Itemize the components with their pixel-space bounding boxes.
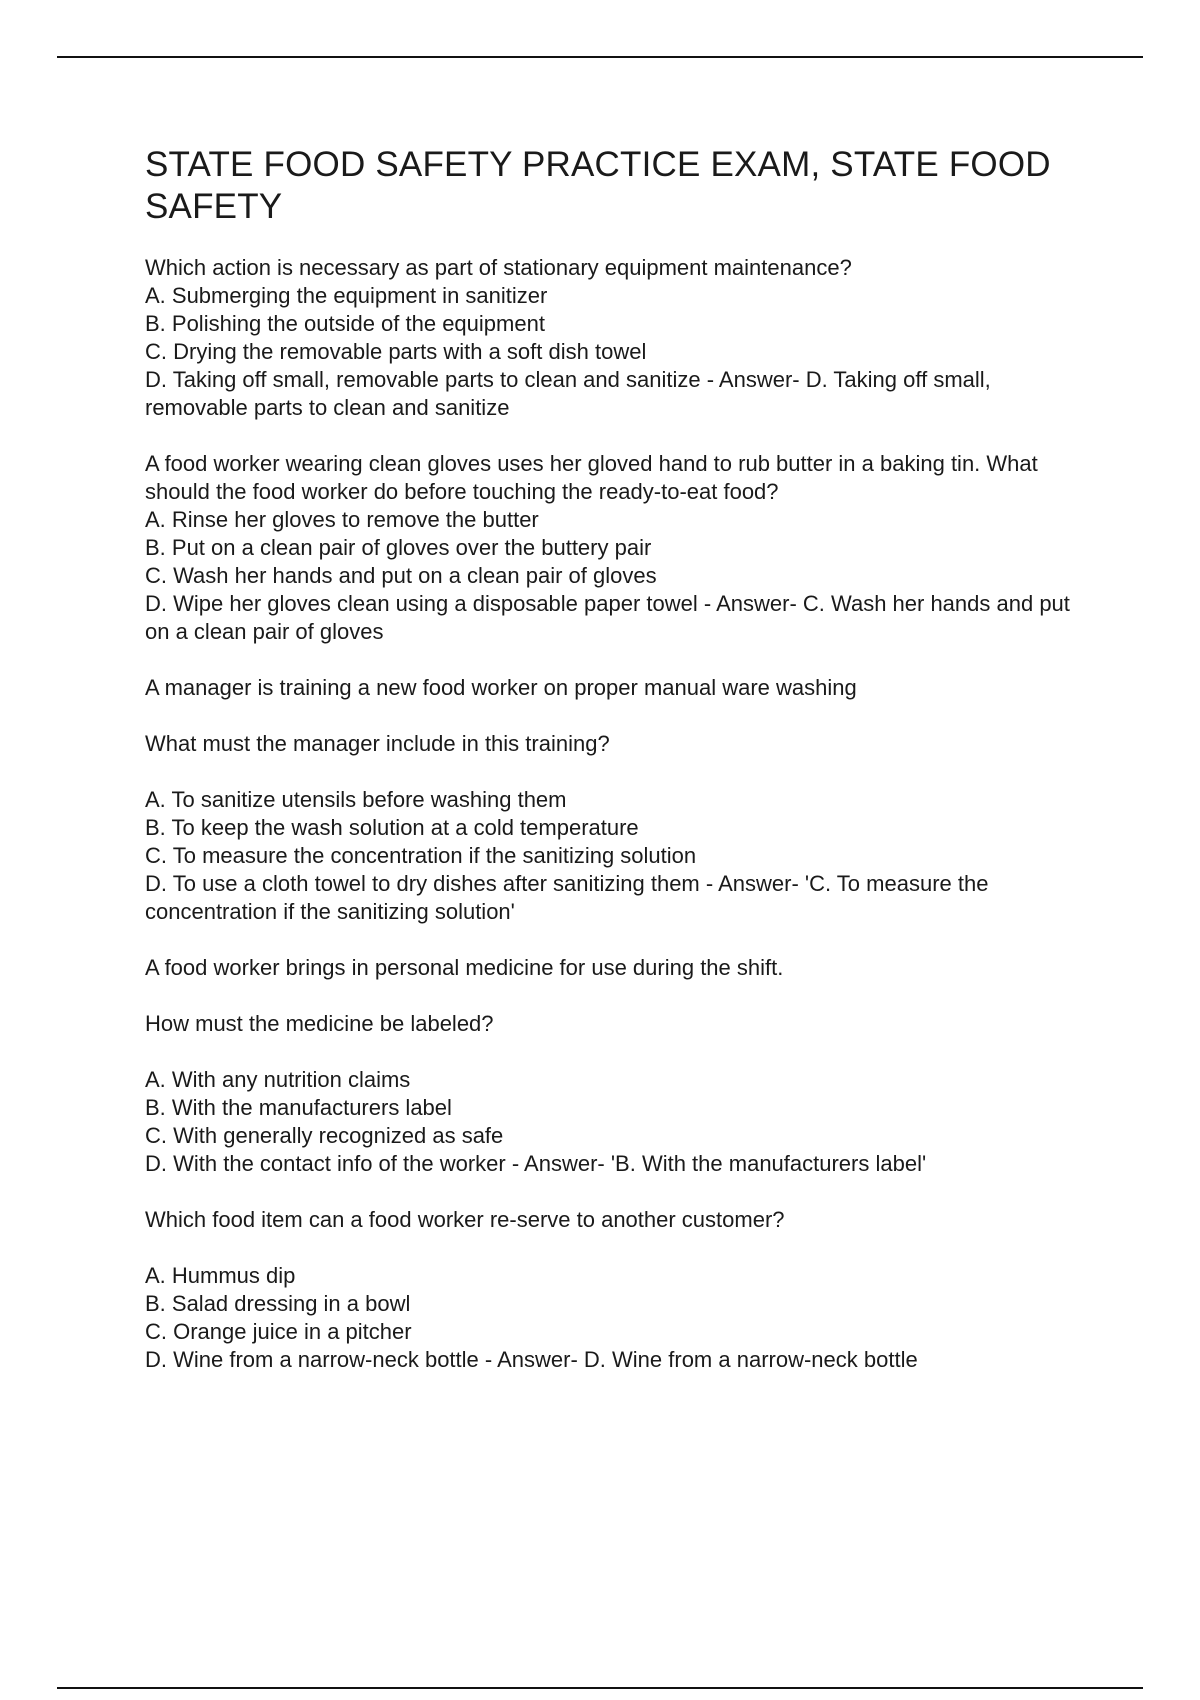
question-1-option-d-answer: D. Taking off small, removable parts to clean and sanitize - Answer- D. Taking off small, removable parts to clean and sanitize bbox=[145, 367, 991, 420]
question-4-option-d-answer: D. With the contact info of the worker - Answer- 'B. With the manufacturers label' bbox=[145, 1151, 927, 1176]
question-5-option-b: B. Salad dressing in a bowl bbox=[145, 1291, 411, 1316]
question-2-option-b: B. Put on a clean pair of gloves over the buttery pair bbox=[145, 535, 652, 560]
question-2-option-d-answer: D. Wipe her gloves clean using a disposable paper towel - Answer- C. Wash her hands and put on a clean pair of gloves bbox=[145, 591, 1070, 644]
question-1-option-a: A. Submerging the equipment in sanitizer bbox=[145, 283, 548, 308]
page-title: STATE FOOD SAFETY PRACTICE EXAM, STATE FOOD SAFETY bbox=[145, 145, 1051, 226]
question-5-option-a: A. Hummus dip bbox=[145, 1263, 296, 1288]
question-2-prompt: A food worker wearing clean gloves uses her gloved hand to rub butter in a baking tin. What should the food worker do before touching the ready-to-eat food? bbox=[145, 451, 1038, 504]
question-3-option-d-answer: D. To use a cloth towel to dry dishes after sanitizing them - Answer- 'C. To measure the concentration if the sanitizing solution' bbox=[145, 871, 989, 924]
question-2-option-a: A. Rinse her gloves to remove the butter bbox=[145, 507, 539, 532]
question-4-option-b: B. With the manufacturers label bbox=[145, 1095, 452, 1120]
question-3 bbox=[145, 674, 1095, 926]
question-3-option-c: C. To measure the concentration if the sanitizing solution bbox=[145, 843, 697, 868]
question-5-option-d-answer: D. Wine from a narrow-neck bottle - Answer- D. Wine from a narrow-neck bottle bbox=[145, 1347, 918, 1372]
question-1 bbox=[145, 254, 1095, 422]
question-1-option-b: B. Polishing the outside of the equipment bbox=[145, 311, 545, 336]
bottom-rule bbox=[57, 1687, 1143, 1689]
question-3-prompt: What must the manager include in this training? bbox=[145, 731, 610, 756]
question-4-prompt-intro: A food worker brings in personal medicine for use during the shift. bbox=[145, 955, 784, 980]
question-5-option-c: C. Orange juice in a pitcher bbox=[145, 1319, 412, 1344]
question-4-option-c: C. With generally recognized as safe bbox=[145, 1123, 504, 1148]
document-body bbox=[145, 144, 1095, 1402]
question-4-option-a: A. With any nutrition claims bbox=[145, 1067, 411, 1092]
question-3-option-b: B. To keep the wash solution at a cold temperature bbox=[145, 815, 639, 840]
question-1-prompt: Which action is necessary as part of stationary equipment maintenance? bbox=[145, 255, 852, 280]
question-2-option-c: C. Wash her hands and put on a clean pair of gloves bbox=[145, 563, 657, 588]
question-3-prompt-intro: A manager is training a new food worker on proper manual ware washing bbox=[145, 675, 857, 700]
question-5 bbox=[145, 1206, 1095, 1374]
question-4-prompt: How must the medicine be labeled? bbox=[145, 1011, 494, 1036]
question-4 bbox=[145, 954, 1095, 1178]
question-2 bbox=[145, 450, 1095, 646]
question-1-option-c: C. Drying the removable parts with a soft dish towel bbox=[145, 339, 647, 364]
question-5-prompt: Which food item can a food worker re-serve to another customer? bbox=[145, 1207, 785, 1232]
top-rule bbox=[57, 56, 1143, 58]
question-3-option-a: A. To sanitize utensils before washing them bbox=[145, 787, 567, 812]
